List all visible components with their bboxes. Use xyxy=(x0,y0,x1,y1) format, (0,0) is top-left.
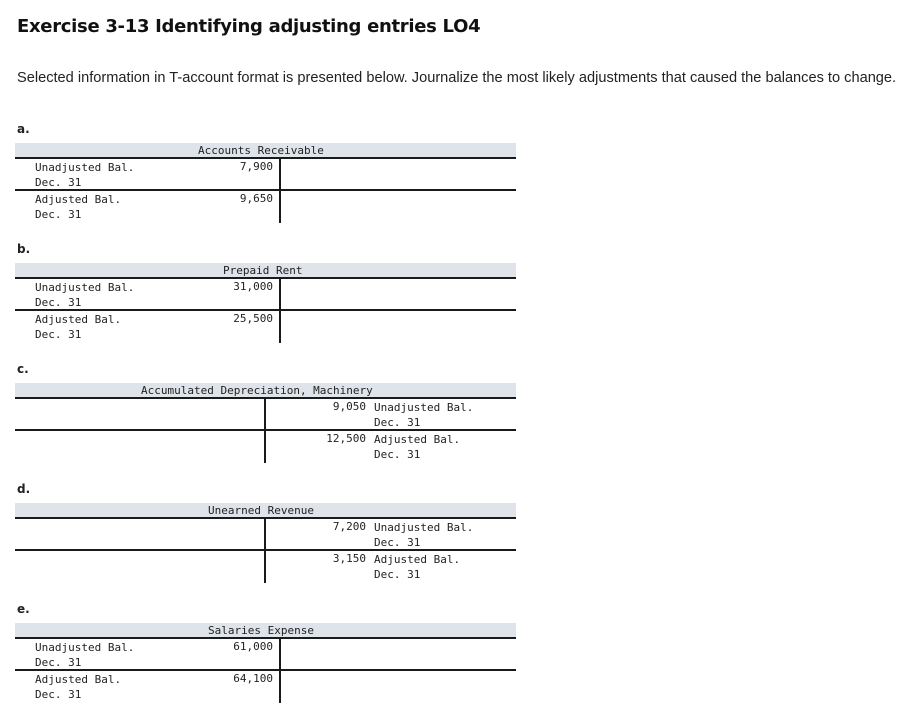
adjusted-balance-date: Dec. 31 xyxy=(35,688,82,701)
unadjusted-balance-date: Dec. 31 xyxy=(35,296,82,309)
t-account-rule xyxy=(15,309,516,311)
unadjusted-balance-date: Dec. 31 xyxy=(374,536,421,549)
adjusted-balance-date: Dec. 31 xyxy=(35,328,82,341)
adjusted-balance-label: Adjusted Bal. xyxy=(35,193,122,206)
t-account-name: Salaries Expense xyxy=(208,624,314,637)
t-account-rule xyxy=(15,669,516,671)
adjusted-balance-value: 64,100 xyxy=(233,672,273,685)
adjusted-balance-label: Adjusted Bal. xyxy=(35,313,122,326)
t-account-divider xyxy=(279,639,281,703)
unadjusted-balance-label: Unadjusted Bal. xyxy=(374,401,474,414)
adjusted-balance-value: 25,500 xyxy=(233,312,273,325)
exercise-part-letter: a. xyxy=(17,122,30,136)
page-title: Exercise 3-13 Identifying adjusting entries LO4 xyxy=(17,16,481,37)
adjusted-balance-label: Adjusted Bal. xyxy=(35,673,122,686)
adjusted-balance-date: Dec. 31 xyxy=(374,568,421,581)
unadjusted-balance-label: Unadjusted Bal. xyxy=(35,641,135,654)
unadjusted-balance-value: 7,900 xyxy=(239,160,273,173)
t-account xyxy=(15,127,516,223)
unadjusted-balance-label: Unadjusted Bal. xyxy=(374,521,474,534)
adjusted-balance-label: Adjusted Bal. xyxy=(374,553,461,566)
t-account-name: Unearned Revenue xyxy=(208,504,314,517)
t-account xyxy=(15,247,516,343)
t-account xyxy=(15,487,516,583)
unadjusted-balance-label: Unadjusted Bal. xyxy=(35,161,135,174)
t-account-name: Accumulated Depreciation, Machinery xyxy=(141,384,373,397)
adjusted-balance-value: 12,500 xyxy=(326,432,366,445)
t-account-divider xyxy=(279,279,281,343)
adjusted-balance-label: Adjusted Bal. xyxy=(374,433,461,446)
unadjusted-balance-value: 7,200 xyxy=(332,520,366,533)
adjusted-balance-date: Dec. 31 xyxy=(374,448,421,461)
unadjusted-balance-date: Dec. 31 xyxy=(35,656,82,669)
unadjusted-balance-date: Dec. 31 xyxy=(374,416,421,429)
instructions-text: Selected information in T-account format is presented below. Journalize the most likely adjustments that caused the balances to change. xyxy=(17,70,897,86)
unadjusted-balance-date: Dec. 31 xyxy=(35,176,82,189)
t-account-divider xyxy=(264,519,266,583)
adjusted-balance-value: 3,150 xyxy=(332,552,366,565)
t-account-divider xyxy=(264,399,266,463)
exercise-part-letter: c. xyxy=(17,362,29,376)
t-account xyxy=(15,367,516,463)
exercise-part-letter: d. xyxy=(17,482,31,496)
exercise-part-letter: e. xyxy=(17,602,30,616)
t-account-divider xyxy=(279,159,281,223)
adjusted-balance-value: 9,650 xyxy=(239,192,273,205)
t-account-name: Prepaid Rent xyxy=(223,264,303,277)
t-account-rule xyxy=(15,189,516,191)
t-account xyxy=(15,607,516,703)
adjusted-balance-date: Dec. 31 xyxy=(35,208,82,221)
unadjusted-balance-value: 61,000 xyxy=(233,640,273,653)
unadjusted-balance-label: Unadjusted Bal. xyxy=(35,281,135,294)
unadjusted-balance-value: 31,000 xyxy=(233,280,273,293)
t-account-name: Accounts Receivable xyxy=(198,144,324,157)
exercise-part-letter: b. xyxy=(17,242,31,256)
unadjusted-balance-value: 9,050 xyxy=(332,400,366,413)
